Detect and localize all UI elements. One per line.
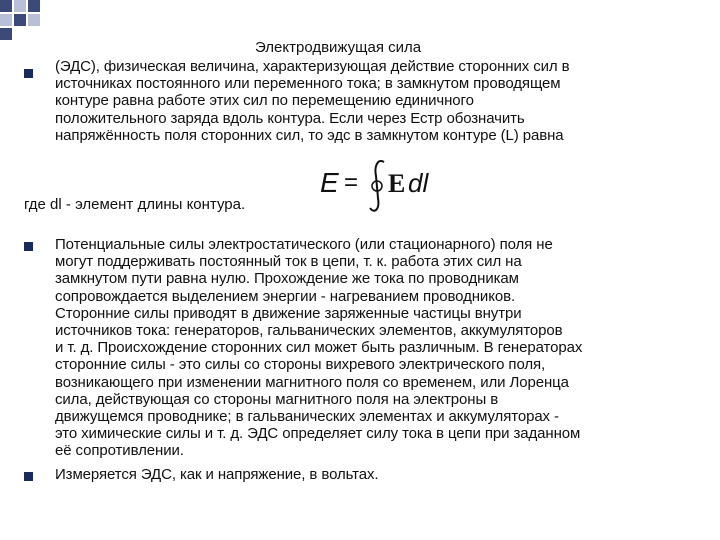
text-line: могут поддерживать постоянный ток в цепи, т. к. работа этих сил на: [55, 253, 522, 271]
text-line: замкнутом пути равна нулю. Прохождение же тока по проводникам: [55, 270, 519, 288]
light-square: [28, 14, 40, 26]
bullet-icon: [24, 242, 33, 251]
square-pattern-icon: [0, 0, 40, 40]
svg-text:dl: dl: [408, 168, 429, 198]
text-line: сопровождается выделением энергии - нагреванием проводников.: [55, 287, 516, 305]
slide-title: Электродвижущая сила: [255, 39, 422, 56]
text-line: источников тока: генераторов, гальванических элементов, аккумуляторов: [55, 322, 563, 340]
svg-text:E: E: [388, 169, 406, 198]
light-square: [0, 14, 12, 26]
svg-text:=: =: [344, 169, 359, 196]
emf-formula: [318, 158, 468, 214]
bullet-icon: [24, 69, 33, 78]
text-line: (ЭДС), физическая величина, характеризующая действие сторонних сил в: [55, 58, 570, 75]
dark-square: [28, 0, 40, 12]
paragraph-forces: [55, 236, 707, 460]
text-line: движущемся проводнике; в гальванических элементах и аккумуляторах -: [55, 408, 559, 426]
text-line: источниках постоянного или переменного тока; в замкнутом проводящем: [55, 75, 561, 93]
text-line: сила, действующая со стороны магнитного поля на электроны в: [55, 390, 499, 408]
text-line: Сторонние силы приводят в движение заряженные частицы внутри: [55, 304, 522, 322]
paragraph-definition: [55, 58, 707, 144]
where-line: где dl - элемент длины контура.: [24, 196, 246, 213]
light-square: [14, 0, 26, 12]
paragraph-units: [55, 466, 707, 483]
text-line: её сопротивлении.: [55, 442, 184, 460]
svg-text:E: E: [320, 167, 339, 198]
text-line: возникающего при изменении магнитного поля со временем, или Лоренца: [55, 373, 569, 391]
text-line: положительного заряда вдоль контура. Если через Естр обозначить: [55, 109, 525, 127]
dark-square: [14, 14, 26, 26]
dark-square: [0, 28, 12, 40]
text-line: Потенциальные силы электростатического (или стационарного) поля не: [55, 236, 553, 253]
text-line: напряжённость поля сторонних сил, то эдс в замкнутом контуре (L) равна: [55, 126, 564, 144]
dark-square: [0, 0, 12, 12]
text-line: и т. д. Происхождение сторонних сил может быть различным. В генераторах: [55, 339, 583, 357]
text-line: контуре равна работе этих сил по перемещению единичного: [55, 92, 474, 110]
text-line: Измеряется ЭДС, как и напряжение, в вольтах.: [55, 466, 379, 483]
text-line: это химические силы и т. д. ЭДС определяет силу тока в цепи при заданном: [55, 425, 581, 443]
bullet-icon: [24, 472, 33, 481]
text-line: сторонние силы - это силы со стороны вихревого электрического поля,: [55, 356, 546, 374]
